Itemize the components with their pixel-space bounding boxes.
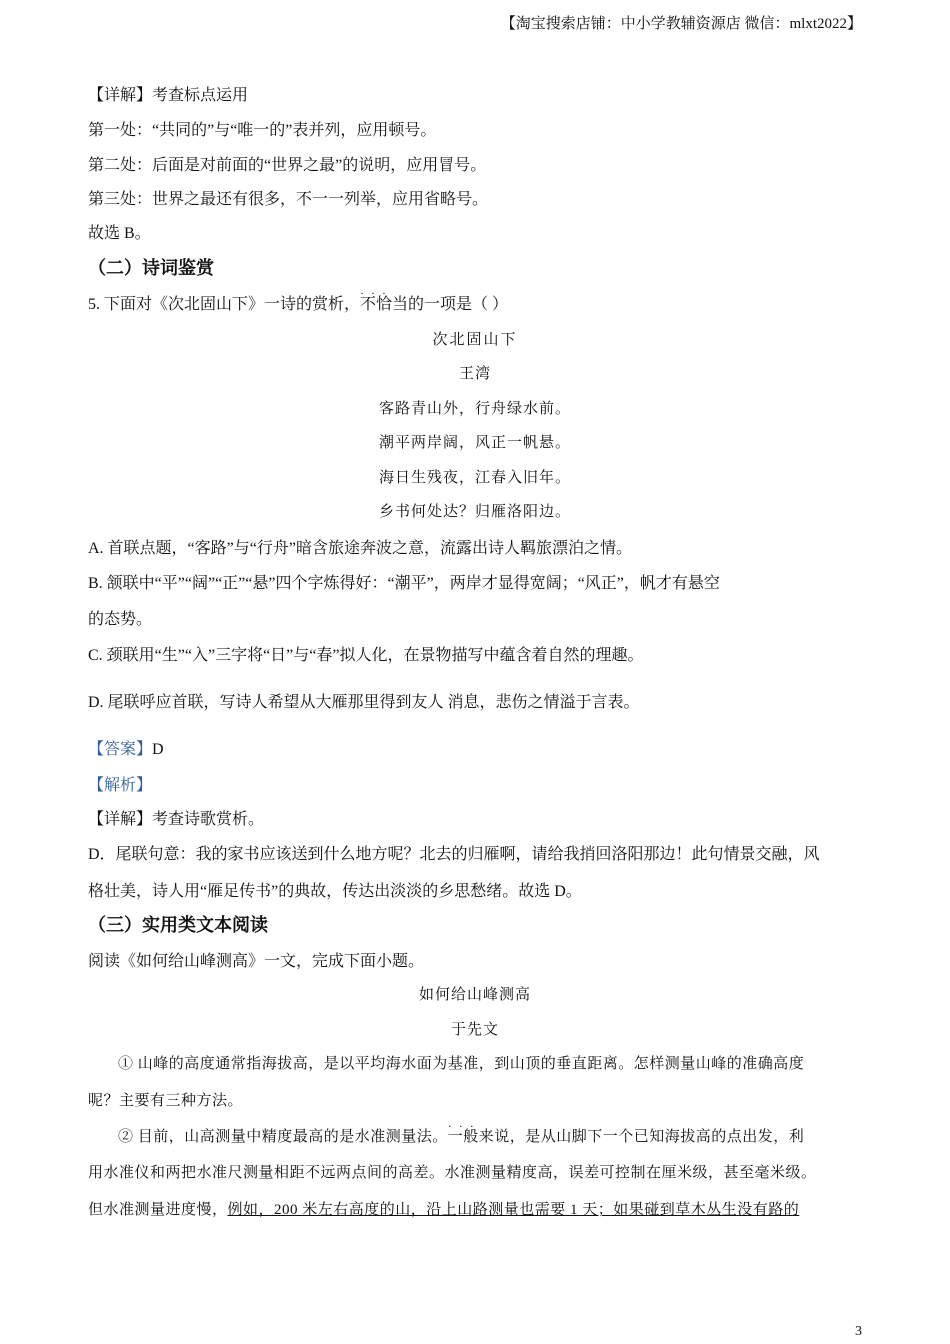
answer-line xyxy=(88,736,164,759)
poem-line-4: 乡书何处达？归雁洛阳边。 xyxy=(378,504,571,520)
section-heading-poetry: （二）诗词鉴赏 xyxy=(88,258,214,278)
article-para-1-line-1: ① 山峰的高度通常指海拔高，是以平均海水面为基准，到山顶的垂直距离。怎样测量山峰的准确高度 xyxy=(118,1056,805,1072)
option-d: D. 尾联呼应首联，写诗人希望从大雁那里得到友人 消息，悲伤之情溢于言表。 xyxy=(88,694,640,711)
article-para-2-line-3 xyxy=(88,1198,799,1219)
question-5-suffix: 的一项是（ ） xyxy=(408,296,509,313)
article-para-2-post: ，是从山脚下一个已知海拔高的点出发，利 xyxy=(509,1129,805,1145)
detail2-label: 【详解】考查诗歌赏析。 xyxy=(88,811,265,828)
article-title: 如何给山峰测高 xyxy=(418,987,531,1003)
detail-line-4: 故选 B。 xyxy=(88,225,151,242)
page-header: 【淘宝搜索店铺：中小学教辅资源店 微信：mlxt2022】 xyxy=(500,16,862,32)
poem-line-3: 海日生残夜，江春入旧年。 xyxy=(378,470,571,486)
question-5-emphasis: · · · 不恰当 xyxy=(360,296,408,313)
section-heading-reading: （三）实用类文本阅读 xyxy=(88,915,268,935)
article-para-2-underlined: 例如，200 米左右高度的山，沿上山路测量也需要 1 天；如果碰到草木丛生没有路的 xyxy=(227,1202,800,1218)
question-5 xyxy=(88,291,508,314)
question-5-prefix: 5. 下面对《次北固山下》一诗的赏析， xyxy=(88,296,361,313)
article-para-1-line-2: 呢？主要有三种方法。 xyxy=(88,1093,244,1109)
article-para-2-line-2: 用水准仪和两把水准尺测量相距不远两点间的高差。水准测量精度高，误差可控制在厘米级，甚至毫米级。 xyxy=(88,1165,817,1181)
article-para-2-line-1 xyxy=(118,1125,804,1146)
option-c: C. 颈联用“生”“入”三字将“日”与“春”拟人化，在景物描写中蕴含着自然的理趣。 xyxy=(88,647,644,664)
poem-title: 次北固山下 xyxy=(432,332,518,348)
article-para-2-emphasis: · · · 一般来说 xyxy=(448,1129,510,1145)
option-b-continued: 的态势。 xyxy=(88,611,153,628)
page-number: 3 xyxy=(855,1324,862,1339)
detail2-line-1: D．尾联句意：我的家书应该送到什么地方呢？北去的归雁啊，请给我捎回洛阳那边！此句情景交融，风 xyxy=(88,846,820,863)
article-author: 于先文 xyxy=(450,1022,499,1038)
detail-line-2: 第二处：后面是对前面的“世界之最”的说明，应用冒号。 xyxy=(88,157,487,174)
poem-author: 王湾 xyxy=(458,366,491,382)
poem-line-1: 客路青山外，行舟绿水前。 xyxy=(378,401,571,417)
answer-value: D xyxy=(152,741,164,758)
article-para-2-line-3-pre: 但水准测量进度慢， xyxy=(88,1202,228,1218)
detail-label: 【详解】考查标点运用 xyxy=(88,87,249,104)
poem-line-2: 潮平两岸阔，风正一帆悬。 xyxy=(378,435,571,451)
answer-label: 【答案】 xyxy=(88,741,153,758)
reading-intro: 阅读《如何给山峰测高》一文，完成下面小题。 xyxy=(88,953,425,970)
detail2-line-2: 格壮美，诗人用“雁足传书”的典故，传达出淡淡的乡思愁绪。故选 D。 xyxy=(88,883,582,900)
option-a: A. 首联点题，“客路”与“行舟”暗含旅途奔波之意，流露出诗人羁旅漂泊之情。 xyxy=(88,540,632,557)
option-b: B. 颔联中“平”“阔”“正”“悬”四个字炼得好：“潮平”，两岸才显得宽阔；“风正”，帆才有悬空 xyxy=(88,575,720,592)
detail-line-1: 第一处：“共同的”与“唯一的”表并列，应用顿号。 xyxy=(88,122,437,139)
article-para-2-pre: ② 目前，山高测量中精度最高的是水准测量法。 xyxy=(118,1129,448,1145)
detail-line-3: 第三处：世界之最还有很多，不一一列举，应用省略号。 xyxy=(88,191,489,208)
analysis-label: 【解析】 xyxy=(88,777,153,794)
